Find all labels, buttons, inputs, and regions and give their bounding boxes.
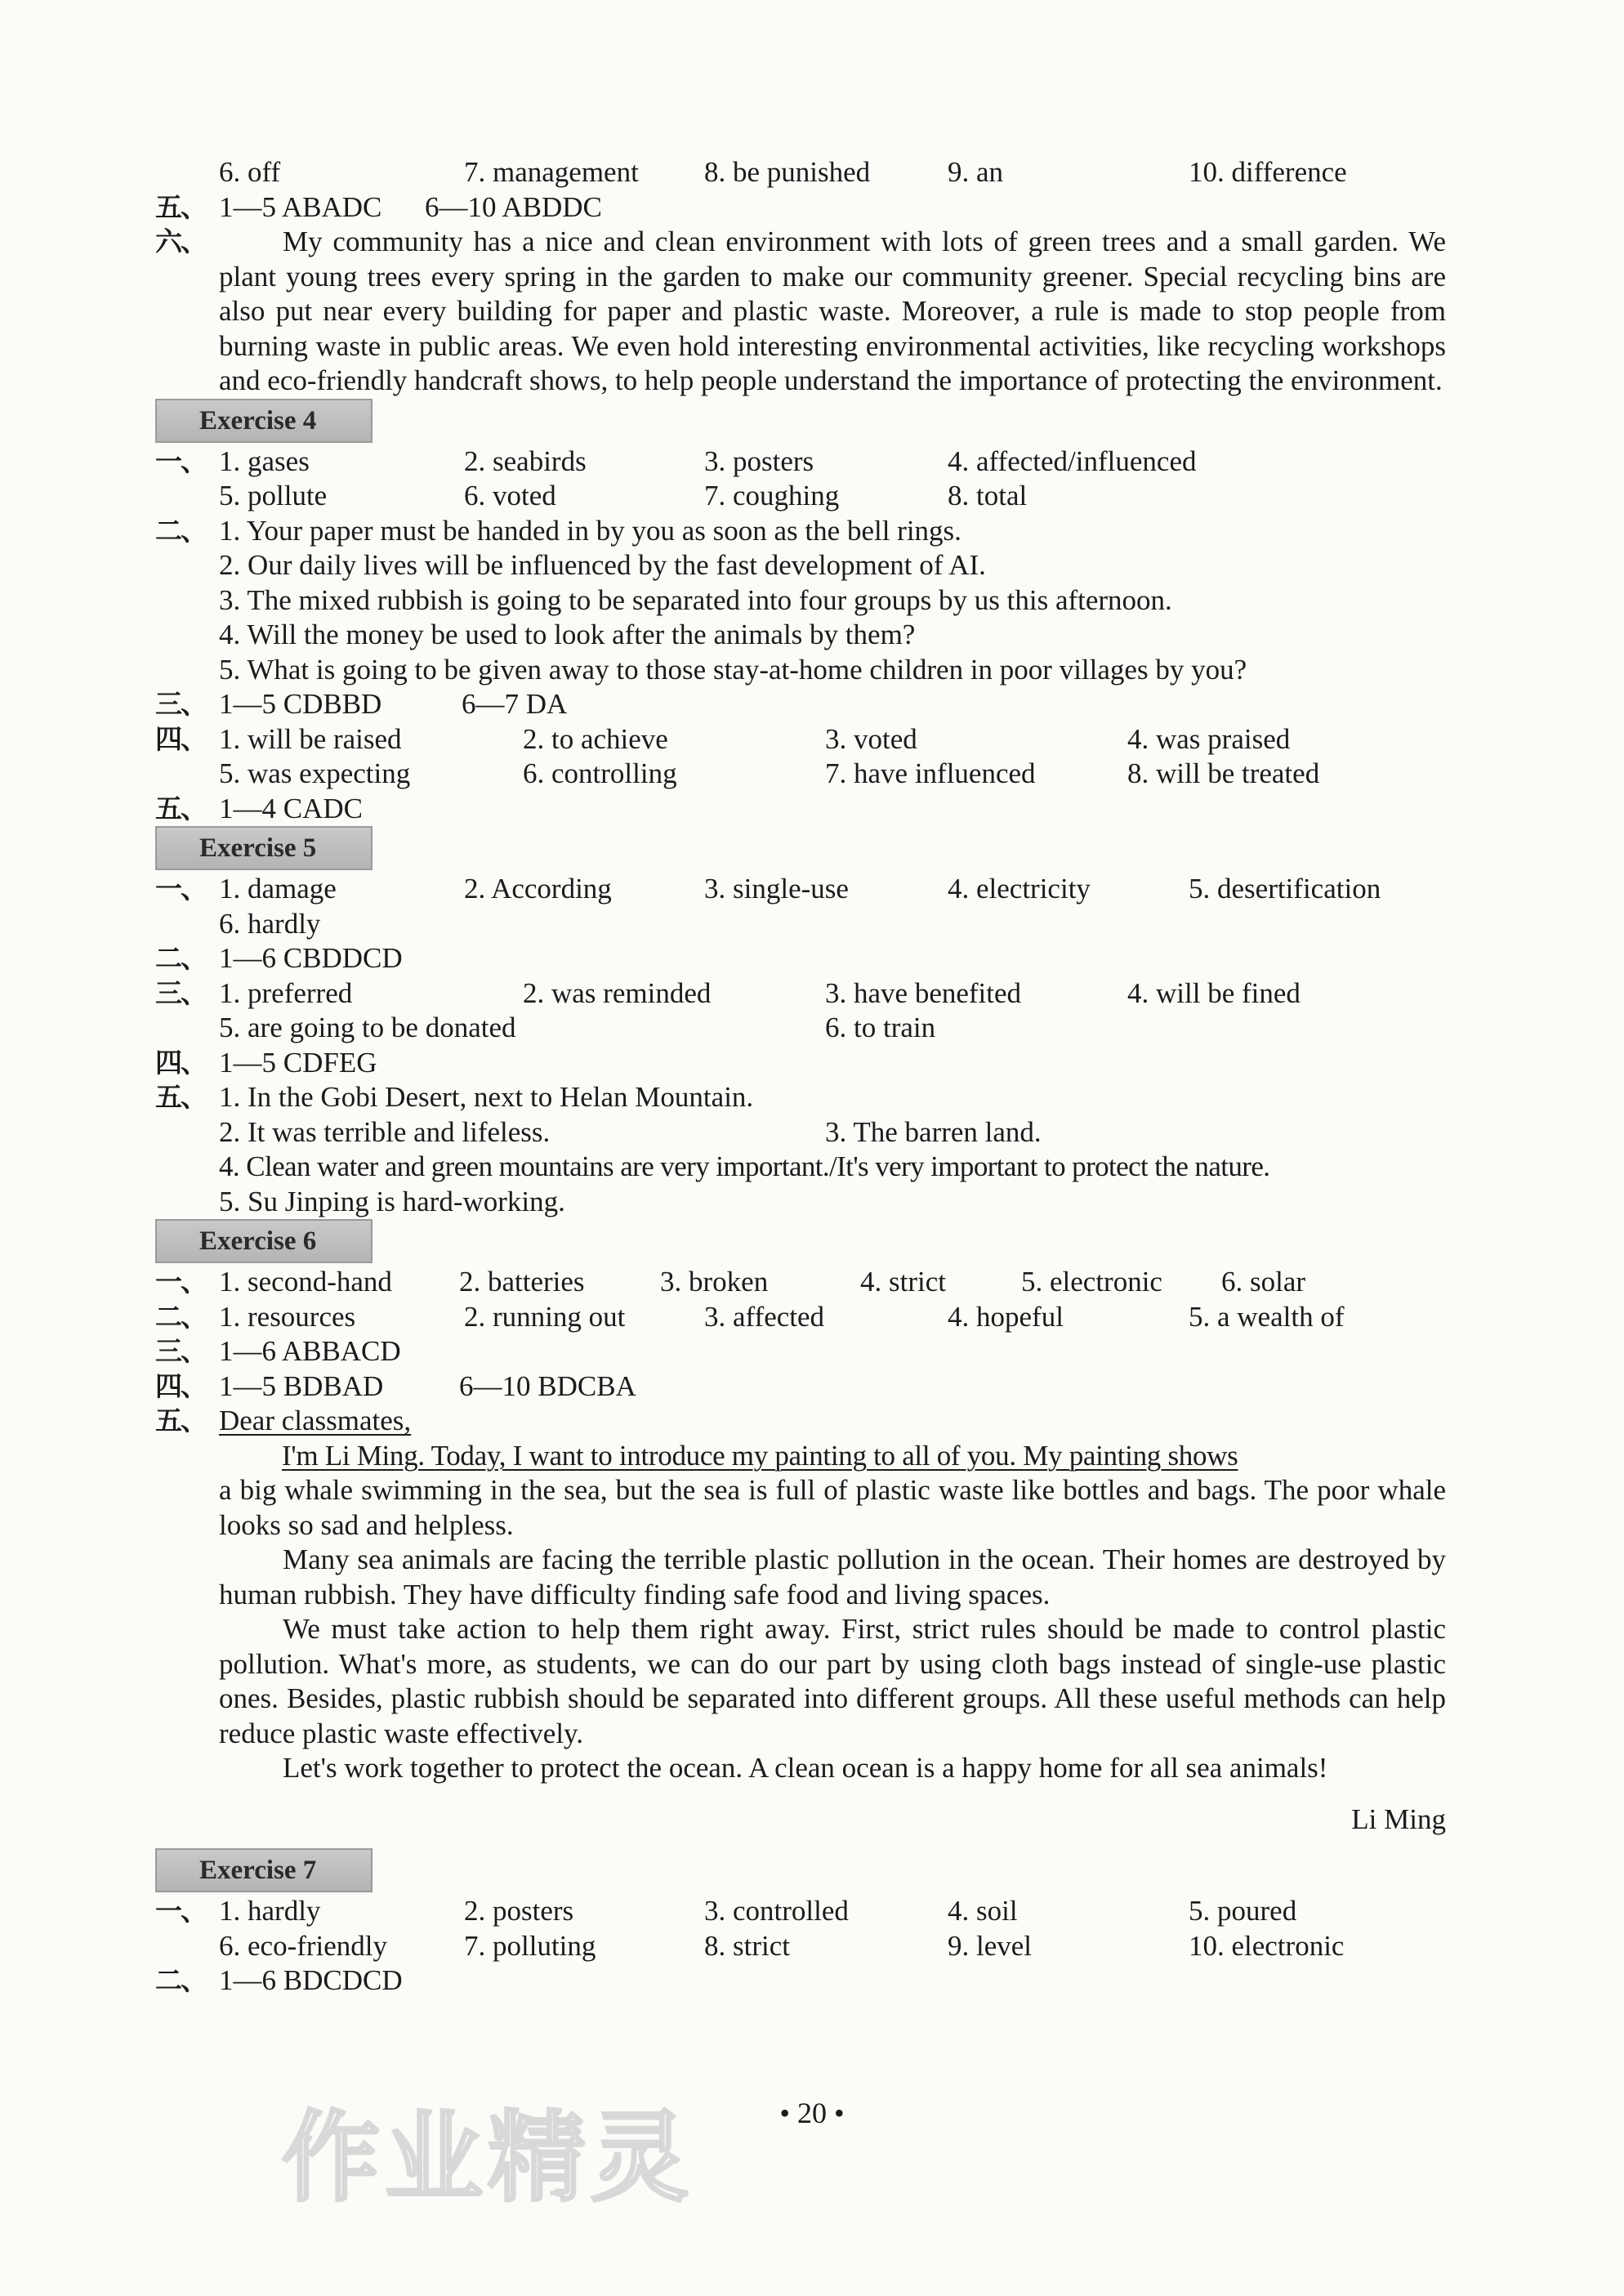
answer-row	[155, 1300, 1446, 1335]
answer-item: 10. electronic	[1189, 1929, 1345, 1962]
answer-row	[155, 444, 1446, 480]
answer-item: 1. preferred	[219, 976, 353, 1009]
exercise-title: Exercise 6	[155, 1219, 373, 1263]
page-number: • 20 •	[779, 2097, 845, 2129]
section-marker: 四、	[155, 1046, 206, 1079]
answer-row	[155, 1046, 1446, 1081]
section-marker: 四、	[155, 1369, 206, 1402]
answer-sentence: 5. Su Jinping is hard-working.	[219, 1185, 565, 1217]
answer-item: 3. posters	[704, 444, 814, 477]
letter-paragraph: We must take action to help them right away. First, strict rules should be made to control plastic pollution. What's more, as students, we can do our part by using cloth bags instead of single-use plastic ones. Besides, plastic rubbish should be separated into different groups. All these useful methods can help reduce plastic waste effectively.	[219, 1613, 1446, 1749]
answer-row	[155, 479, 1446, 514]
answer-item: 2. was reminded	[523, 976, 712, 1009]
exercise-6-header	[155, 1219, 1446, 1265]
answer-row	[155, 1265, 1446, 1300]
answer-item: 4. electricity	[948, 873, 1091, 905]
answer-item: 1—6 CBDDCD	[219, 942, 403, 974]
answer-item: 5. pollute	[219, 480, 328, 511]
answer-item: 1. second-hand	[219, 1266, 392, 1298]
answer-item: 2. to achieve	[523, 722, 668, 755]
section-marker: 一、	[155, 873, 206, 905]
answer-row	[155, 514, 1446, 549]
answer-row	[155, 1369, 1446, 1405]
answer-item: 3. single-use	[704, 873, 849, 905]
answer-row	[155, 1150, 1446, 1185]
exercise-4-header	[155, 399, 1446, 444]
section-marker: 二、	[155, 1964, 206, 1996]
answer-item: 7. coughing	[704, 480, 840, 511]
section-marker: 三、	[155, 976, 206, 1009]
answer-row	[155, 1894, 1446, 1929]
exercise-title: Exercise 4	[155, 399, 373, 443]
answer-item: 5. a wealth of	[1189, 1300, 1345, 1333]
answer-item: 4. soil	[948, 1895, 1018, 1927]
answer-row	[155, 872, 1446, 907]
section-marker: 五、	[155, 1405, 206, 1436]
exercise-title: Exercise 5	[155, 826, 373, 870]
answer-item: 1—5 BDBAD	[219, 1369, 384, 1402]
section-marker: 四、	[155, 722, 206, 755]
section-marker: 五、	[155, 190, 206, 223]
answer-row	[155, 1929, 1446, 1964]
answer-item: 6—10 BDCBA	[459, 1369, 636, 1402]
exercise-7-header	[155, 1848, 1446, 1894]
answer-item: 2. seabirds	[464, 444, 587, 477]
answer-row	[155, 1185, 1446, 1220]
answer-row	[155, 1334, 1446, 1369]
answer-item: 1—5 ABADC	[219, 190, 382, 223]
exercise-title: Exercise 7	[155, 1848, 373, 1892]
answer-item: 6. off	[219, 156, 281, 188]
answer-item: 1—6 BDCDCD	[219, 1964, 403, 1996]
answer-item: 4. strict	[860, 1266, 946, 1298]
answer-row	[155, 1115, 1446, 1150]
letter-opening-line: I'm Li Ming. Today, I want to introduce my painting to all of you. My painting shows	[282, 1439, 1238, 1472]
answer-row	[155, 976, 1446, 1012]
answer-item: 1. hardly	[219, 1895, 321, 1927]
answer-sentence: 3. The mixed rubbish is going to be separated into four groups by us this afternoon.	[219, 583, 1172, 616]
answer-item: 2. running out	[464, 1300, 626, 1333]
answer-sentence: 3. The barren land.	[825, 1115, 1042, 1148]
section-marker: 二、	[155, 942, 206, 974]
answer-sentence: 1. In the Gobi Desert, next to Helan Mountain.	[219, 1081, 754, 1113]
answer-item: 7. polluting	[464, 1929, 596, 1962]
answer-item: 8. total	[948, 480, 1028, 511]
answer-item: 1. will be raised	[219, 722, 402, 755]
answer-sentence: 2. Our daily lives will be influenced by the fast development of AI.	[219, 549, 986, 581]
answer-row	[155, 907, 1446, 942]
answer-row	[155, 155, 1446, 190]
letter-paragraph: a big whale swimming in the sea, but the sea is full of plastic waste like bottles and bags. The poor whale looks so sad and helpless.	[219, 1474, 1446, 1541]
answer-item: 6. controlling	[523, 757, 677, 789]
letter-paragraph: Many sea animals are facing the terrible plastic pollution in the ocean. Their homes are destroyed by human rubbish. They have difficulty finding safe food and living spaces.	[219, 1543, 1446, 1610]
answer-item: 1. gases	[219, 444, 310, 477]
answer-item: 7. management	[464, 156, 639, 188]
answer-item: 1—6 ABBACD	[219, 1335, 401, 1367]
answer-item: 10. difference	[1189, 156, 1347, 188]
section-marker: 三、	[155, 1335, 206, 1367]
answer-item: 2. According	[464, 873, 612, 905]
answer-item: 4. will be fined	[1127, 976, 1301, 1009]
section-marker: 一、	[155, 1266, 206, 1298]
answer-item: 9. an	[948, 156, 1004, 188]
answer-item: 1—4 CADC	[219, 792, 363, 824]
letter-signature: Li Ming	[1351, 1802, 1446, 1835]
section-marker: 五、	[155, 1081, 206, 1113]
answer-item: 3. controlled	[704, 1895, 849, 1927]
section-marker: 二、	[155, 514, 206, 547]
answer-row	[155, 722, 1446, 757]
answer-item: 5. desertification	[1189, 873, 1381, 905]
answer-item: 1—5 CDFEG	[219, 1046, 377, 1079]
answer-item: 3. have benefited	[825, 976, 1022, 1009]
answer-item: 6. voted	[464, 480, 556, 511]
answer-item: 1. damage	[219, 873, 337, 905]
writing-section	[155, 225, 1446, 399]
exercise-5-header	[155, 826, 1446, 872]
answer-sentence: 4. Will the money be used to look after the animals by them?	[219, 619, 916, 650]
answer-item: 6. to train	[825, 1012, 936, 1043]
answer-row	[155, 583, 1446, 619]
answer-sentence: 4. Clean water and green mountains are very important./It's very important to protect the nature.	[219, 1150, 1270, 1182]
answer-item: 2. posters	[464, 1895, 574, 1927]
answer-row	[155, 1404, 1446, 1439]
answer-row	[155, 792, 1446, 827]
answer-page	[155, 155, 1446, 1999]
answer-item: 5. poured	[1189, 1895, 1297, 1927]
watermark-logo: 作业精灵	[282, 2102, 694, 2215]
section-marker: 五、	[155, 792, 206, 824]
answer-item: 6—7 DA	[462, 688, 568, 720]
answer-item: 8. will be treated	[1127, 757, 1320, 789]
section-marker: 三、	[155, 688, 206, 720]
answer-item: 8. be punished	[704, 156, 871, 188]
answer-row	[155, 687, 1446, 722]
answer-item: 4. affected/influenced	[948, 444, 1197, 477]
answer-sentence: 1. Your paper must be handed in by you as soon as the bell rings.	[219, 514, 961, 547]
answer-item: 1—5 CDBBD	[219, 688, 382, 720]
answer-item: 6. solar	[1221, 1266, 1306, 1298]
answer-item: 5. electronic	[1021, 1266, 1162, 1298]
answer-row	[155, 618, 1446, 653]
section-marker: 二、	[155, 1300, 206, 1333]
section-marker: 一、	[155, 444, 206, 477]
answer-row	[155, 653, 1446, 688]
answer-item: 4. hopeful	[948, 1300, 1064, 1333]
answer-row	[155, 548, 1446, 583]
answer-row	[155, 1011, 1446, 1046]
answer-sentence: 2. It was terrible and lifeless.	[219, 1115, 551, 1148]
answer-item: 2. batteries	[459, 1266, 585, 1298]
answer-row	[155, 1439, 1446, 1474]
answer-item: 3. affected	[704, 1300, 825, 1333]
answer-item: 6. hardly	[219, 907, 321, 940]
section-marker: 六、	[155, 226, 206, 257]
letter-greeting: Dear classmates,	[219, 1405, 412, 1436]
answer-item: 5. was expecting	[219, 757, 411, 789]
answer-row	[155, 1963, 1446, 1999]
answer-item: 3. broken	[660, 1266, 769, 1298]
answer-item: 9. level	[948, 1929, 1033, 1962]
answer-item: 4. was praised	[1127, 722, 1291, 755]
answer-item: 5. are going to be donated	[219, 1012, 516, 1043]
answer-item: 7. have influenced	[825, 757, 1036, 789]
answer-row	[155, 757, 1446, 792]
answer-row	[155, 190, 1446, 226]
answer-sentence: 5. What is going to be given away to those stay-at-home children in poor villages by you?	[219, 653, 1247, 686]
answer-item: 8. strict	[704, 1929, 790, 1962]
section-marker: 一、	[155, 1895, 206, 1927]
writing-paragraph: My community has a nice and clean environment with lots of green trees and a small garden. We plant young trees every spring in the garden to make our community greener. Special recycling bins are also put near every building for paper and plastic waste. Moreover, a rule is made to stop people from burning waste in public areas. We even hold interesting environmental activities, like recycling workshops and eco-friendly handcraft shows, to help people understand the importance of protecting the environment.	[219, 226, 1446, 396]
answer-item: 1. resources	[219, 1300, 356, 1333]
answer-item: 6—10 ABDDC	[425, 190, 602, 223]
answer-row	[155, 941, 1446, 976]
letter-paragraph: Let's work together to protect the ocean. A clean ocean is a happy home for all sea animals!	[283, 1752, 1328, 1784]
answer-item: 3. voted	[825, 722, 917, 755]
answer-item: 6. eco-friendly	[219, 1929, 388, 1962]
answer-row	[155, 1080, 1446, 1115]
